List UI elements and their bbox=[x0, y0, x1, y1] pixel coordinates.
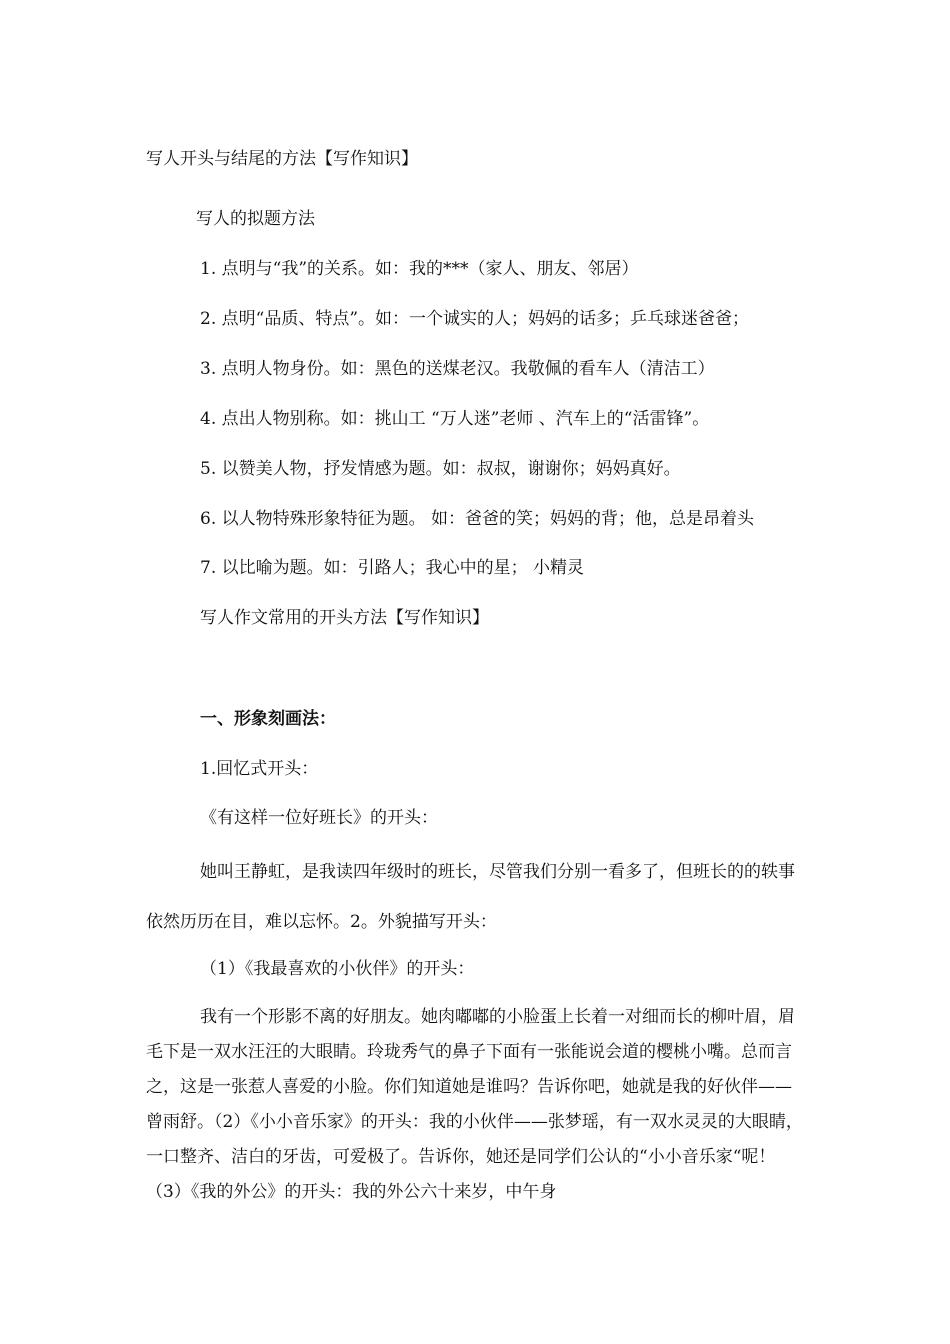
sub-heading: 1.回忆式开头： bbox=[200, 759, 319, 779]
opening-heading: 写人作文常用的开头方法【写作知识】 bbox=[200, 608, 489, 628]
naming-item-5: 5. 以赞美人物，抒发情感为题。如：叔叔，谢谢你；妈妈真好。 bbox=[200, 459, 681, 479]
section-heading: 一、形象刻画法： bbox=[200, 709, 336, 729]
naming-item-2: 2. 点明“品质、特点”。如：一个诚实的人；妈妈的话多；乒乓球迷爸爸； bbox=[200, 309, 750, 329]
naming-item-3: 3. 点明人物身份。如：黑色的送煤老汉。我敬佩的看车人（清洁工） bbox=[200, 359, 715, 379]
naming-item-7: 7. 以比喻为题。如：引路人；我心中的星； 小精灵 bbox=[200, 558, 585, 578]
example-paragraph: 我有一个形影不离的好朋友。她肉嘟嘟的小脸蛋上长着一对细而长的柳叶眉，眉毛下是一双水汪汪的大眼睛。玲珑秀气的鼻子下面有一张能说会道的樱桃小嘴。总而言之，这是一张惹人喜爱的小脸。你们知道她是谁吗？告诉你吧，她就是我的好伙伴——曾雨舒。（2）《小小音乐家》的开头：我的小伙伴——张梦瑶，有一双水灵灵的大眼睛，一口整齐、洁白的牙齿，可爱极了。告诉你，她还是同学们公认的“小小音乐家“呢！（3）《我的外公》的开头：我的外公六十来岁，中午身 bbox=[146, 1007, 803, 1202]
naming-item-1: 1. 点明与“我”的关系。如：我的***（家人、朋友、邻居） bbox=[200, 259, 639, 279]
naming-heading: 写人的拟题方法 bbox=[196, 209, 315, 229]
document-title: 写人开头与结尾的方法【写作知识】 bbox=[146, 149, 418, 169]
naming-item-4: 4. 点出人物别称。如：挑山工 “万人迷”老师 、汽车上的“活雷锋”。 bbox=[200, 409, 710, 429]
example-title: 《有这样一位好班长》的开头： bbox=[200, 808, 438, 828]
example-title: （1）《我最喜欢的小伙伴》的开头： bbox=[200, 959, 475, 979]
example-paragraph: 她叫王静虹，是我读四年级时的班长，尽管我们分别一看多了，但班长的的轶事依然历历在目，难以忘怀。2。外貌描写开头： bbox=[146, 862, 795, 932]
naming-item-6: 6. 以人物特殊形象特征为题。 如：爸爸的笑；妈妈的背；他，总是昂着头 bbox=[200, 509, 755, 529]
